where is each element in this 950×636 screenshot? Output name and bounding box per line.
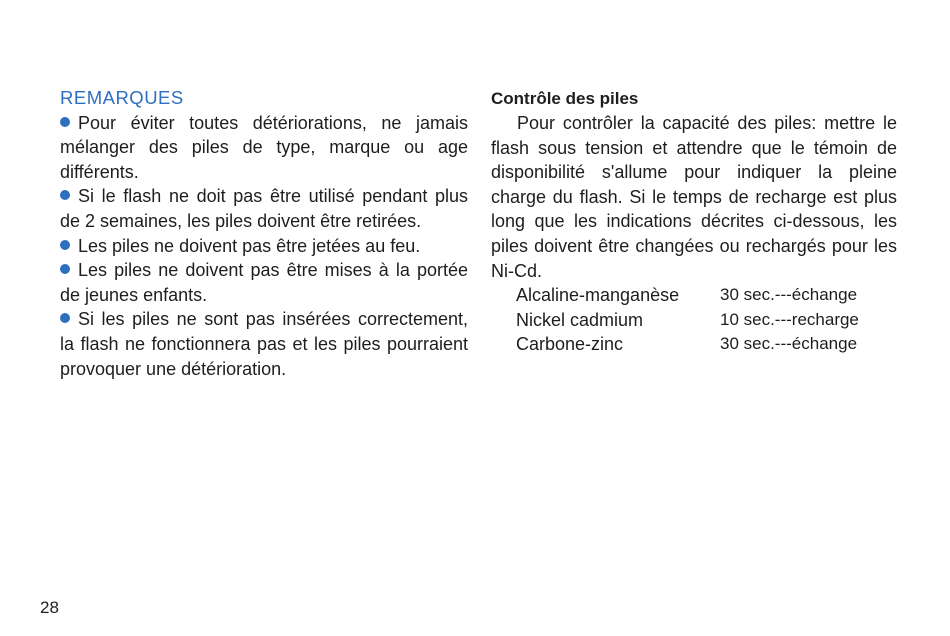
bullet-dot-icon: [60, 117, 70, 127]
battery-time: 30 sec.---échange: [720, 334, 858, 354]
bullet-dot-icon: [60, 313, 70, 323]
remark-text: Pour éviter toutes détériorations, ne jamais mélanger des piles de type, marque ou age différents.: [60, 112, 468, 182]
battery-type: Nickel cadmium: [516, 309, 644, 330]
table-row: [516, 308, 859, 333]
page-number: 28: [40, 598, 59, 617]
remark-item-3: [60, 234, 468, 259]
remark-text: Les piles ne doivent pas être mises à la portée de jeunes enfants.: [60, 260, 468, 305]
battery-check-heading: Contrôle des piles: [491, 89, 639, 108]
remark-item-1: [60, 111, 468, 185]
battery-type: Alcaline-manganèse: [516, 285, 680, 306]
remark-item-4: [60, 258, 468, 307]
remark-text: Si les piles ne sont pas insérées correctement, la flash ne fonctionnera pas et les piles pourraient provoquer une détérioration.: [60, 309, 468, 379]
table-row: [516, 283, 859, 308]
bullet-dot-icon: [60, 264, 70, 274]
battery-time: 10 sec.---recharge: [720, 309, 859, 329]
battery-type: Carbone-zinc: [516, 334, 624, 355]
remark-item-5: [60, 307, 468, 381]
remark-text: Si le flash ne doit pas être utilisé pendant plus de 2 semaines, les piles doivent être retirées.: [60, 186, 468, 231]
battery-check-paragraph: Pour contrôler la capacité des piles: mettre le flash sous tension et attendre que le témoin de disponibilité s'allume pour indiquer la pleine charge du flash. Si le temps de recharge est plus long que les indications décrites ci-dessous, les piles doivent être changées ou rechargés pour les Ni-Cd.: [491, 113, 897, 281]
bullet-dot-icon: [60, 190, 70, 200]
remarks-column: [60, 86, 468, 381]
battery-check-column: [491, 86, 897, 357]
battery-time: 30 sec.---échange: [720, 285, 858, 305]
table-row: [516, 332, 859, 357]
remark-item-2: [60, 184, 468, 233]
bullet-dot-icon: [60, 240, 70, 250]
battery-table: [516, 283, 859, 357]
remarks-heading: REMARQUES: [60, 87, 184, 108]
remark-text: Les piles ne doivent pas être jetées au feu.: [78, 235, 421, 256]
